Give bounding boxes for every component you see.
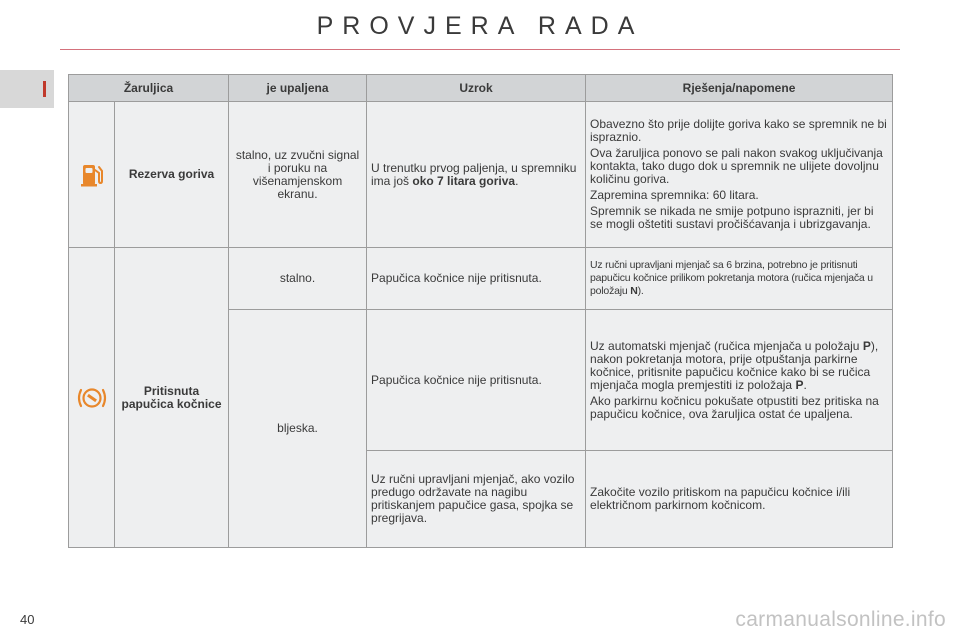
note-paragraph: Ako parkirnu kočnicu pokušate otpustiti bez pritiska na papučicu kočnice, ova žaruljica ostat će upaljena. (590, 393, 879, 421)
cause-clutch-overheat: Uz ručni upravljani mjenjač, ako vozilo predugo održavate na nagibu pritiskanjem papučice gasa, spojka se pregrijava. (367, 451, 586, 548)
solution-fuel (586, 102, 893, 248)
table-header-row (69, 75, 893, 102)
solution-brake-steady: Uz ručni upravljani mjenjač sa 6 brzina, potrebno je pritisnuti papučicu kočnice prilikom pokretanja motora (ručica mjenjača u položaju N). (586, 248, 893, 310)
header-lamp: Žaruljica (69, 75, 229, 102)
cause-brake-steady: Papučica kočnice nije pritisnuta. (367, 248, 586, 310)
lamp-name-brake-pedal: Pritisnuta papučica kočnice (115, 248, 229, 548)
page-title: PROVJERA RADA (316, 12, 644, 40)
section-tab[interactable] (0, 70, 54, 108)
note-paragraph: Zapremina spremnika: 60 litara. (590, 188, 759, 202)
header-cause: Uzrok (367, 75, 586, 102)
solution-brake-flashing (586, 310, 893, 451)
cause-fuel: U trenutku prvog paljenja, u spremniku ima još oko 7 litara goriva. (367, 102, 586, 248)
fuel-pump-icon (69, 102, 115, 248)
warning-lights-table (68, 74, 893, 548)
solution-clutch-overheat: Zakočite vozilo pritiskom na papučicu kočnice i/ili električnom parkirnom kočnicom. (586, 451, 893, 548)
watermark: carmanualsonline.info (735, 608, 946, 631)
title-divider (60, 49, 900, 50)
note-paragraph: Ova žaruljica ponovo se pali nakon svakog uključivanja kontakta, tako dugo dok u spremnik ne ulijete dovoljnu količinu goriva. (590, 146, 883, 186)
table-row (69, 102, 893, 248)
table-row (69, 248, 893, 310)
note-paragraph: Spremnik se nikada ne smije potpuno isprazniti, jer bi se mogli oštetiti sustavi pročišćavanja i ubrizgavanja. (590, 204, 874, 231)
cause-brake-flashing: Papučica kočnice nije pritisnuta. (367, 310, 586, 451)
lit-status-brake-steady: stalno. (229, 248, 367, 310)
header-lit: je upaljena (229, 75, 367, 102)
brake-pedal-icon (69, 248, 115, 548)
note-paragraph: Obavezno što prije dolijte goriva kako se spremnik ne bi ispraznio. (590, 117, 887, 144)
header-solution: Rješenja/napomene (586, 75, 893, 102)
lit-status-fuel: stalno, uz zvučni signal i poruku na višenamjenskom ekranu. (229, 102, 367, 248)
section-tab-marker (43, 81, 46, 97)
page-number: 40 (20, 612, 35, 627)
note-paragraph: Uz automatski mjenjač (ručica mjenjača u položaju P), nakon pokretanja motora, prije otpuštanja parkirne kočnice, pritisnite papučicu kočnice kako bi se ručica mjenjača mogla premjestiti iz položaja P. (590, 338, 879, 392)
lit-status-brake-flashing: bljeska. (229, 310, 367, 548)
lamp-name-fuel-reserve: Rezerva goriva (115, 102, 229, 248)
